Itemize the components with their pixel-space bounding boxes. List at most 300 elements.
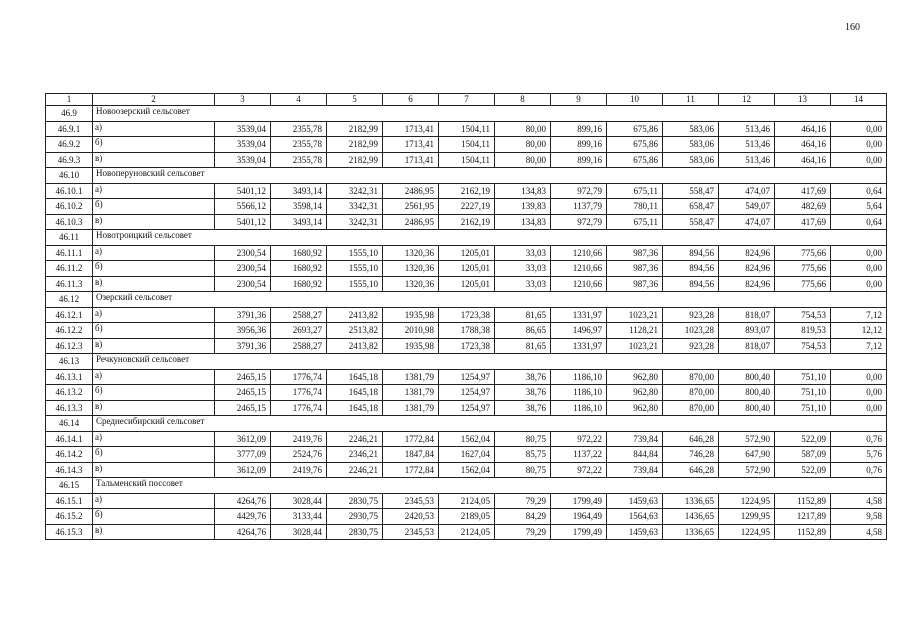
value-cell: 1504,11 (439, 121, 495, 137)
table-row (46, 509, 887, 525)
section-code: 46.10 (46, 168, 93, 184)
table-row (46, 152, 887, 168)
value-cell: 818,07 (719, 338, 775, 354)
value-cell: 1459,63 (607, 524, 663, 540)
value-cell: 2227,19 (439, 199, 495, 215)
table-row (46, 121, 887, 137)
table-row (46, 462, 887, 478)
value-cell: 775,66 (775, 276, 831, 292)
value-cell: 2465,15 (215, 369, 271, 385)
value-cell: 1562,04 (439, 462, 495, 478)
table-row (46, 214, 887, 230)
section-header-row (46, 292, 887, 308)
value-cell: 3612,09 (215, 462, 271, 478)
table-row (46, 493, 887, 509)
value-cell: 987,36 (607, 276, 663, 292)
table-row (46, 199, 887, 215)
row-label: в) (93, 214, 215, 230)
value-cell: 1713,41 (383, 152, 439, 168)
section-code: 46.15 (46, 478, 93, 494)
value-cell: 894,56 (663, 261, 719, 277)
value-cell: 2345,53 (383, 524, 439, 540)
section-header-row (46, 168, 887, 184)
value-cell: 1847,84 (383, 447, 439, 463)
value-cell: 2830,75 (327, 493, 383, 509)
column-number-cell: 11 (663, 94, 719, 106)
value-cell: 2300,54 (215, 245, 271, 261)
value-cell: 899,16 (551, 121, 607, 137)
value-cell: 972,22 (551, 431, 607, 447)
value-cell: 2930,75 (327, 509, 383, 525)
value-cell: 572,90 (719, 462, 775, 478)
value-cell: 1224,95 (719, 524, 775, 540)
value-cell: 775,66 (775, 245, 831, 261)
value-cell: 81,65 (495, 307, 551, 323)
value-cell: 1152,89 (775, 493, 831, 509)
value-cell: 870,00 (663, 385, 719, 401)
table-row (46, 183, 887, 199)
value-cell: 962,80 (607, 385, 663, 401)
value-cell: 1128,21 (607, 323, 663, 339)
value-cell: 899,16 (551, 152, 607, 168)
row-label: а) (93, 493, 215, 509)
row-code: 46.12.3 (46, 338, 93, 354)
value-cell: 1680,92 (271, 261, 327, 277)
row-label: в) (93, 152, 215, 168)
value-cell: 746,28 (663, 447, 719, 463)
value-cell: 7,12 (831, 338, 887, 354)
value-cell: 3612,09 (215, 431, 271, 447)
table-row (46, 400, 887, 416)
value-cell: 1776,74 (271, 385, 327, 401)
value-cell: 2162,19 (439, 214, 495, 230)
value-cell: 417,69 (775, 214, 831, 230)
column-number-cell: 1 (46, 94, 93, 106)
value-cell: 2355,78 (271, 121, 327, 137)
value-cell: 3598,14 (271, 199, 327, 215)
section-header-row (46, 354, 887, 370)
value-cell: 3028,44 (271, 524, 327, 540)
value-cell: 5,64 (831, 199, 887, 215)
value-cell: 0,00 (831, 385, 887, 401)
row-code: 46.11.2 (46, 261, 93, 277)
value-cell: 2182,99 (327, 121, 383, 137)
value-cell: 2420,53 (383, 509, 439, 525)
tariff-table (45, 93, 887, 540)
value-cell: 751,10 (775, 400, 831, 416)
value-cell: 2300,54 (215, 261, 271, 277)
value-cell: 2486,95 (383, 183, 439, 199)
value-cell: 139,83 (495, 199, 551, 215)
value-cell: 962,80 (607, 400, 663, 416)
value-cell: 134,83 (495, 183, 551, 199)
value-cell: 3028,44 (271, 493, 327, 509)
value-cell: 2561,95 (383, 199, 439, 215)
value-cell: 587,09 (775, 447, 831, 463)
value-cell: 1555,10 (327, 276, 383, 292)
value-cell: 0,00 (831, 261, 887, 277)
value-cell: 1645,18 (327, 385, 383, 401)
value-cell: 1381,79 (383, 385, 439, 401)
value-cell: 2419,76 (271, 431, 327, 447)
value-cell: 1336,65 (663, 493, 719, 509)
row-code: 46.10.3 (46, 214, 93, 230)
value-cell: 80,00 (495, 137, 551, 153)
value-cell: 1564,63 (607, 509, 663, 525)
value-cell: 775,66 (775, 261, 831, 277)
value-cell: 870,00 (663, 400, 719, 416)
value-cell: 4,58 (831, 493, 887, 509)
column-number-cell: 9 (551, 94, 607, 106)
section-name: Новоперуновский сельсовет (93, 168, 887, 184)
row-label: в) (93, 462, 215, 478)
value-cell: 2588,27 (271, 338, 327, 354)
value-cell: 558,47 (663, 214, 719, 230)
value-cell: 464,16 (775, 121, 831, 137)
value-cell: 893,07 (719, 323, 775, 339)
row-label: в) (93, 338, 215, 354)
row-code: 46.14.1 (46, 431, 93, 447)
value-cell: 818,07 (719, 307, 775, 323)
value-cell: 583,06 (663, 121, 719, 137)
section-header-row (46, 230, 887, 246)
column-number-cell: 8 (495, 94, 551, 106)
value-cell: 675,86 (607, 152, 663, 168)
value-cell: 1459,63 (607, 493, 663, 509)
value-cell: 647,90 (719, 447, 775, 463)
value-cell: 1254,97 (439, 385, 495, 401)
value-cell: 1645,18 (327, 400, 383, 416)
value-cell: 754,53 (775, 307, 831, 323)
row-code: 46.12.1 (46, 307, 93, 323)
table-row (46, 447, 887, 463)
column-number-cell: 4 (271, 94, 327, 106)
value-cell: 1496,97 (551, 323, 607, 339)
row-code: 46.13.1 (46, 369, 93, 385)
value-cell: 1320,36 (383, 245, 439, 261)
value-cell: 1436,65 (663, 509, 719, 525)
value-cell: 1723,38 (439, 338, 495, 354)
value-cell: 513,46 (719, 152, 775, 168)
value-cell: 1217,89 (775, 509, 831, 525)
value-cell: 646,28 (663, 431, 719, 447)
value-cell: 522,09 (775, 462, 831, 478)
row-label: б) (93, 447, 215, 463)
value-cell: 3539,04 (215, 121, 271, 137)
section-header-row (46, 416, 887, 432)
value-cell: 800,40 (719, 385, 775, 401)
value-cell: 0,00 (831, 400, 887, 416)
value-cell: 972,22 (551, 462, 607, 478)
value-cell: 819,53 (775, 323, 831, 339)
column-number-cell: 13 (775, 94, 831, 106)
section-header-row (46, 478, 887, 494)
row-code: 46.10.1 (46, 183, 93, 199)
value-cell: 80,75 (495, 431, 551, 447)
row-label: б) (93, 323, 215, 339)
value-cell: 1562,04 (439, 431, 495, 447)
value-cell: 4,58 (831, 524, 887, 540)
value-cell: 2513,82 (327, 323, 383, 339)
section-code: 46.14 (46, 416, 93, 432)
value-cell: 824,96 (719, 245, 775, 261)
value-cell: 3493,14 (271, 214, 327, 230)
value-cell: 2830,75 (327, 524, 383, 540)
row-label: а) (93, 369, 215, 385)
value-cell: 1504,11 (439, 137, 495, 153)
value-cell: 3342,31 (327, 199, 383, 215)
value-cell: 1210,66 (551, 276, 607, 292)
row-label: а) (93, 183, 215, 199)
value-cell: 1772,84 (383, 462, 439, 478)
row-code: 46.14.3 (46, 462, 93, 478)
row-label: б) (93, 385, 215, 401)
row-label: а) (93, 121, 215, 137)
value-cell: 86,65 (495, 323, 551, 339)
value-cell: 2588,27 (271, 307, 327, 323)
row-label: б) (93, 509, 215, 525)
value-cell: 513,46 (719, 121, 775, 137)
value-cell: 558,47 (663, 183, 719, 199)
value-cell: 824,96 (719, 276, 775, 292)
row-label: в) (93, 276, 215, 292)
value-cell: 675,11 (607, 183, 663, 199)
table-row (46, 431, 887, 447)
value-cell: 2162,19 (439, 183, 495, 199)
section-code: 46.9 (46, 106, 93, 122)
value-cell: 2182,99 (327, 152, 383, 168)
value-cell: 2465,15 (215, 400, 271, 416)
value-cell: 2355,78 (271, 137, 327, 153)
row-code: 46.13.3 (46, 400, 93, 416)
value-cell: 2189,05 (439, 509, 495, 525)
value-cell: 899,16 (551, 137, 607, 153)
value-cell: 0,76 (831, 431, 887, 447)
value-cell: 1137,22 (551, 447, 607, 463)
value-cell: 1776,74 (271, 400, 327, 416)
value-cell: 2524,76 (271, 447, 327, 463)
column-number-cell: 7 (439, 94, 495, 106)
value-cell: 780,11 (607, 199, 663, 215)
value-cell: 2346,21 (327, 447, 383, 463)
value-cell: 1555,10 (327, 261, 383, 277)
value-cell: 2486,95 (383, 214, 439, 230)
value-cell: 85,75 (495, 447, 551, 463)
section-name: Новотроицкий сельсовет (93, 230, 887, 246)
value-cell: 987,36 (607, 261, 663, 277)
value-cell: 134,83 (495, 214, 551, 230)
value-cell: 3493,14 (271, 183, 327, 199)
value-cell: 79,29 (495, 524, 551, 540)
value-cell: 0,64 (831, 214, 887, 230)
value-cell: 658,47 (663, 199, 719, 215)
value-cell: 2124,05 (439, 493, 495, 509)
value-cell: 417,69 (775, 183, 831, 199)
column-number-cell: 5 (327, 94, 383, 106)
column-number-cell: 12 (719, 94, 775, 106)
value-cell: 2693,27 (271, 323, 327, 339)
value-cell: 2246,21 (327, 462, 383, 478)
row-label: б) (93, 137, 215, 153)
value-cell: 1935,98 (383, 338, 439, 354)
value-cell: 0,00 (831, 121, 887, 137)
section-name: Озерский сельсовет (93, 292, 887, 308)
value-cell: 972,79 (551, 214, 607, 230)
value-cell: 5401,12 (215, 183, 271, 199)
value-cell: 1627,04 (439, 447, 495, 463)
value-cell: 2300,54 (215, 276, 271, 292)
column-number-cell: 10 (607, 94, 663, 106)
value-cell: 923,28 (663, 338, 719, 354)
value-cell: 1205,01 (439, 276, 495, 292)
value-cell: 646,28 (663, 462, 719, 478)
value-cell: 2419,76 (271, 462, 327, 478)
value-cell: 1713,41 (383, 121, 439, 137)
value-cell: 33,03 (495, 261, 551, 277)
section-name: Тальменский поссовет (93, 478, 887, 494)
value-cell: 0,00 (831, 137, 887, 153)
table-row (46, 261, 887, 277)
section-name: Речкуновский сельсовет (93, 354, 887, 370)
value-cell: 675,86 (607, 121, 663, 137)
value-cell: 1205,01 (439, 261, 495, 277)
value-cell: 583,06 (663, 152, 719, 168)
value-cell: 675,86 (607, 137, 663, 153)
value-cell: 3777,09 (215, 447, 271, 463)
value-cell: 3242,31 (327, 214, 383, 230)
value-cell: 1723,38 (439, 307, 495, 323)
value-cell: 1772,84 (383, 431, 439, 447)
table-row (46, 307, 887, 323)
value-cell: 80,00 (495, 152, 551, 168)
row-label: а) (93, 307, 215, 323)
value-cell: 1023,21 (607, 307, 663, 323)
row-code: 46.11.3 (46, 276, 93, 292)
row-label: а) (93, 431, 215, 447)
value-cell: 9,58 (831, 509, 887, 525)
row-code: 46.13.2 (46, 385, 93, 401)
value-cell: 1320,36 (383, 276, 439, 292)
value-cell: 751,10 (775, 385, 831, 401)
table-row (46, 338, 887, 354)
value-cell: 2413,82 (327, 338, 383, 354)
value-cell: 3539,04 (215, 152, 271, 168)
value-cell: 464,16 (775, 152, 831, 168)
row-code: 46.15.3 (46, 524, 93, 540)
value-cell: 972,79 (551, 183, 607, 199)
value-cell: 2182,99 (327, 137, 383, 153)
value-cell: 2355,78 (271, 152, 327, 168)
value-cell: 987,36 (607, 245, 663, 261)
value-cell: 474,07 (719, 183, 775, 199)
value-cell: 1713,41 (383, 137, 439, 153)
value-cell: 1152,89 (775, 524, 831, 540)
value-cell: 38,76 (495, 400, 551, 416)
value-cell: 583,06 (663, 137, 719, 153)
value-cell: 2124,05 (439, 524, 495, 540)
section-code: 46.12 (46, 292, 93, 308)
section-name: Среднесибирский сельсовет (93, 416, 887, 432)
value-cell: 0,00 (831, 152, 887, 168)
value-cell: 962,80 (607, 369, 663, 385)
value-cell: 4429,76 (215, 509, 271, 525)
value-cell: 1381,79 (383, 400, 439, 416)
row-code: 46.9.3 (46, 152, 93, 168)
value-cell: 33,03 (495, 245, 551, 261)
value-cell: 1336,65 (663, 524, 719, 540)
row-label: б) (93, 199, 215, 215)
row-code: 46.9.2 (46, 137, 93, 153)
value-cell: 1137,79 (551, 199, 607, 215)
value-cell: 0,00 (831, 276, 887, 292)
value-cell: 1799,49 (551, 493, 607, 509)
section-code: 46.11 (46, 230, 93, 246)
table-row (46, 369, 887, 385)
column-number-cell: 3 (215, 94, 271, 106)
value-cell: 0,64 (831, 183, 887, 199)
value-cell: 1504,11 (439, 152, 495, 168)
section-header-row (46, 106, 887, 122)
value-cell: 1555,10 (327, 245, 383, 261)
row-code: 46.11.1 (46, 245, 93, 261)
value-cell: 824,96 (719, 261, 775, 277)
value-cell: 894,56 (663, 245, 719, 261)
value-cell: 739,84 (607, 431, 663, 447)
value-cell: 1254,97 (439, 400, 495, 416)
value-cell: 1799,49 (551, 524, 607, 540)
value-cell: 482,69 (775, 199, 831, 215)
value-cell: 754,53 (775, 338, 831, 354)
value-cell: 1331,97 (551, 338, 607, 354)
value-cell: 2465,15 (215, 385, 271, 401)
row-code: 46.12.2 (46, 323, 93, 339)
value-cell: 1023,21 (607, 338, 663, 354)
value-cell: 3956,36 (215, 323, 271, 339)
value-cell: 522,09 (775, 431, 831, 447)
value-cell: 2413,82 (327, 307, 383, 323)
value-cell: 474,07 (719, 214, 775, 230)
value-cell: 1381,79 (383, 369, 439, 385)
value-cell: 1224,95 (719, 493, 775, 509)
row-label: в) (93, 524, 215, 540)
value-cell: 3791,36 (215, 307, 271, 323)
column-number-cell: 6 (383, 94, 439, 106)
value-cell: 1776,74 (271, 369, 327, 385)
value-cell: 4264,76 (215, 493, 271, 509)
table-body (46, 94, 887, 540)
value-cell: 0,00 (831, 369, 887, 385)
value-cell: 1210,66 (551, 245, 607, 261)
value-cell: 3539,04 (215, 137, 271, 153)
value-cell: 5566,12 (215, 199, 271, 215)
value-cell: 7,12 (831, 307, 887, 323)
section-name: Новоозерский сельсовет (93, 106, 887, 122)
row-code: 46.10.2 (46, 199, 93, 215)
value-cell: 12,12 (831, 323, 887, 339)
value-cell: 5,76 (831, 447, 887, 463)
table-row (46, 137, 887, 153)
value-cell: 84,29 (495, 509, 551, 525)
value-cell: 80,75 (495, 462, 551, 478)
value-cell: 1680,92 (271, 276, 327, 292)
value-cell: 513,46 (719, 137, 775, 153)
value-cell: 549,07 (719, 199, 775, 215)
value-cell: 1788,38 (439, 323, 495, 339)
value-cell: 870,00 (663, 369, 719, 385)
value-cell: 79,29 (495, 493, 551, 509)
row-label: а) (93, 245, 215, 261)
column-number-cell: 2 (93, 94, 215, 106)
